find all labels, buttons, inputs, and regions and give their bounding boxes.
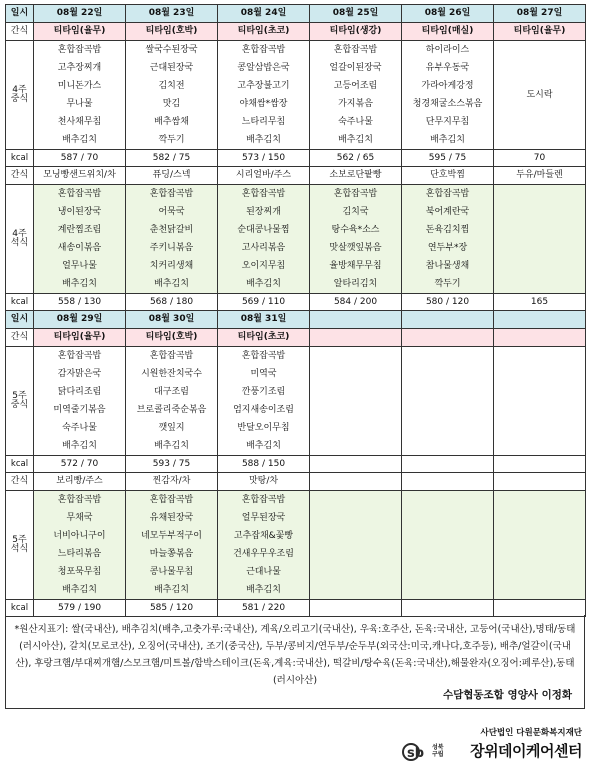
lunch-kcal-cell [494, 456, 586, 473]
menu-item: 무채국 [66, 513, 93, 523]
teatime-cell: 티타임(호박) [126, 329, 218, 347]
kcal-label: kcal [6, 150, 34, 167]
dinner-menu-cell [310, 185, 402, 294]
dinner-kcal-cell: 579 / 190 [34, 600, 126, 617]
menu-item: 맛살깻잎볶음 [329, 243, 382, 253]
menu-item: 북어계란국 [425, 207, 470, 217]
lunch-menu-cell [310, 347, 402, 456]
menu-item: 유부우동국 [425, 63, 470, 73]
menu-item: 얼갈이된장국 [329, 63, 382, 73]
snack-label: 간식 [6, 329, 34, 347]
lunch-kcal-cell: 573 / 150 [218, 150, 310, 167]
date-cell: 08월 27일 [494, 5, 586, 23]
teatime-cell: 티타임(매실) [402, 23, 494, 41]
origin-note-box [5, 615, 585, 709]
menu-item: 탕수육*소스 [331, 225, 380, 235]
lunch-menu-cell [126, 41, 218, 150]
menu-item: 무나물 [66, 99, 93, 109]
kcal-label: kcal [6, 294, 34, 311]
dinner-kcal-cell [402, 600, 494, 617]
menu-item: 혼합잡곡밥 [57, 495, 102, 505]
menu-item: 너비아니구이 [53, 531, 106, 541]
date-cell: 08월 30일 [126, 311, 218, 329]
teatime-cell [402, 329, 494, 347]
menu-item: 혼합잡곡밥 [149, 351, 194, 361]
dinner-kcal-cell: 584 / 200 [310, 294, 402, 311]
menu-item: 미역줄기볶음 [53, 405, 106, 415]
menu-item: 고사리볶음 [241, 243, 286, 253]
menu-item: 혼합잡곡밥 [57, 189, 102, 199]
dinner-menu-cell [402, 185, 494, 294]
menu-item: 고추장불고기 [237, 81, 290, 91]
teatime-cell: 티타임(생강) [310, 23, 402, 41]
menu-item: 춘천닭갈비 [149, 225, 194, 235]
teatime-cell [494, 329, 586, 347]
menu-item: 감자맑은국 [57, 369, 102, 379]
date-cell: 08월 26일 [402, 5, 494, 23]
menu-item: 혼합잡곡밥 [57, 351, 102, 361]
menu-item: 고추장찌개 [57, 63, 102, 73]
menu-item: 배추김치 [62, 441, 97, 451]
dinner-kcal-cell: 581 / 220 [218, 600, 310, 617]
menu-item: 미니돈가스 [57, 81, 102, 91]
dinner-kcal-cell: 558 / 130 [34, 294, 126, 311]
lunch-kcal-cell: 595 / 75 [402, 150, 494, 167]
snack-cell [310, 473, 402, 491]
menu-item: 김치전 [158, 81, 185, 91]
snack-label: 간식 [6, 473, 34, 491]
menu-item: 냉이된장국 [57, 207, 102, 217]
menu-item: 혼합잡곡밥 [333, 45, 378, 55]
menu-item: 네모두부적구이 [141, 531, 202, 541]
menu-item: 배추김치 [154, 441, 189, 451]
snack-cell: 소보로단팥빵 [310, 167, 402, 185]
menu-item: 청경채굴소스볶음 [412, 99, 483, 109]
dinner-menu-cell [34, 491, 126, 600]
menu-item: 배추김치 [62, 279, 97, 289]
menu-item: 배추김치 [154, 279, 189, 289]
menu-item: 콩나물무침 [149, 567, 194, 577]
lunch-kcal-cell: 562 / 65 [310, 150, 402, 167]
menu-item: 순대콩나물찜 [237, 225, 290, 235]
menu-item: 깐풍기조림 [241, 387, 286, 397]
menu-item: 혼합잡곡밥 [333, 189, 378, 199]
snack-label: 간식 [6, 23, 34, 41]
menu-item: 계란찜조림 [57, 225, 102, 235]
menu-item: 혼합잡곡밥 [241, 189, 286, 199]
district-label: 성북 구립 [432, 744, 444, 758]
snack-cell: 시리얼바/주스 [218, 167, 310, 185]
row-label-lunch-w5 [6, 347, 34, 456]
menu-item: 깍두기 [434, 279, 461, 289]
lunch-menu-cell [310, 41, 402, 150]
lunch-menu-cell [494, 41, 586, 150]
dinner-menu-cell [218, 491, 310, 600]
menu-item: 혼합잡곡밥 [241, 45, 286, 55]
dinner-menu-cell [310, 491, 402, 600]
menu-item: 김치국 [342, 207, 369, 217]
dinner-kcal-cell: 585 / 120 [126, 600, 218, 617]
menu-item: 가라아게강정 [421, 81, 474, 91]
snack-cell: 맛탕/차 [218, 473, 310, 491]
dinner-menu-cell [34, 185, 126, 294]
menu-item: 배추김치 [246, 135, 281, 145]
menu-item: 마늘쫑볶음 [149, 549, 194, 559]
date-label: 일시 [6, 311, 34, 329]
dinner-kcal-cell [494, 600, 586, 617]
teatime-cell: 티타임(호박) [126, 23, 218, 41]
dinner-menu-cell [126, 185, 218, 294]
dinner-kcal-cell: 568 / 180 [126, 294, 218, 311]
lunch-menu-cell [34, 347, 126, 456]
lunch-kcal-cell: 70 [494, 150, 586, 167]
lunch-kcal-cell [310, 456, 402, 473]
menu-document [5, 4, 585, 617]
lunch-menu-cell [34, 41, 126, 150]
menu-item: 얼무된장국 [241, 513, 286, 523]
menu-item: 건새우무우조림 [233, 549, 294, 559]
snack-cell: 단호박찜 [402, 167, 494, 185]
menu-item: 율방채무무침 [329, 261, 382, 271]
menu-item: 얼무나물 [62, 261, 97, 271]
menu-item: 느타리볶음 [57, 549, 102, 559]
menu-item: 하이라이스 [425, 45, 470, 55]
row-label-dinner-w4 [6, 185, 34, 294]
menu-item: 맛김 [162, 99, 181, 109]
snack-cell: 보리빵/주스 [34, 473, 126, 491]
menu-item: 깍두기 [158, 135, 185, 145]
menu-item: 배추김치 [62, 135, 97, 145]
snack-cell [494, 473, 586, 491]
dinner-kcal-cell [310, 600, 402, 617]
menu-item: 주키니볶음 [149, 243, 194, 253]
menu-item: 근대나물 [246, 567, 281, 577]
row-label-text: 5주 중식 [10, 391, 29, 410]
teatime-cell: 티타임(율무) [34, 23, 126, 41]
date-cell: 08월 22일 [34, 5, 126, 23]
menu-item: 쌀국수된장국 [145, 45, 198, 55]
date-cell: 08월 31일 [218, 311, 310, 329]
menu-item: 혼합잡곡밥 [149, 189, 194, 199]
menu-item: 숙주나물 [338, 117, 373, 127]
row-label-text: 4주 중식 [10, 85, 29, 104]
menu-item: 참나물생채 [425, 261, 470, 271]
menu-item: 유채된장국 [149, 513, 194, 523]
snack-cell: 찐감자/차 [126, 473, 218, 491]
teatime-cell: 티타임(율무) [34, 329, 126, 347]
menu-item: 콩알삼밥은국 [237, 63, 290, 73]
dinner-menu-cell [402, 491, 494, 600]
menu-item: 연두부*장 [427, 243, 468, 253]
menu-item: 오이지무침 [241, 261, 286, 271]
menu-item: 배추김치 [430, 135, 465, 145]
menu-item: 엄지새송이조림 [233, 405, 294, 415]
lunch-kcal-cell: 582 / 75 [126, 150, 218, 167]
menu-item: 시원한잔치국수 [141, 369, 202, 379]
lunch-menu-cell [402, 347, 494, 456]
row-label-dinner-w5 [6, 491, 34, 600]
menu-item: 혼합잡곡밥 [241, 495, 286, 505]
menu-item: 혼합잡곡밥 [149, 495, 194, 505]
menu-item: 어묵국 [158, 207, 185, 217]
lunch-menu-cell [126, 347, 218, 456]
menu-item: 깻잎지 [158, 423, 185, 433]
snack-label: 간식 [6, 167, 34, 185]
menu-item: 배추쌈채 [154, 117, 189, 127]
teatime-cell [310, 329, 402, 347]
menu-item: 된장찌개 [246, 207, 281, 217]
logo-letters: sb [407, 746, 425, 761]
date-cell: 08월 24일 [218, 5, 310, 23]
snack-cell: 모닝빵샌드위치/차 [34, 167, 126, 185]
dinner-menu-cell [494, 185, 586, 294]
dinner-menu-cell [218, 185, 310, 294]
row-label-text: 5주 석식 [10, 535, 29, 554]
menu-item: 알타리김치 [333, 279, 378, 289]
menu-item: 배추김치 [338, 135, 373, 145]
menu-item: 혼합잡곡밥 [425, 189, 470, 199]
menu-item: 느타리무침 [241, 117, 286, 127]
kcal-label: kcal [6, 456, 34, 473]
origin-note-text: *원산지표기: 쌀(국내산), 배추김치(배추,고춧가루:국내산), 계육/오리고기(국내산), 우육:호주산, 돈육:국내산, 고등어(국내산),명태/동태(러시아산), 갈치(모로코산), 오징어(국내산), 조기(중국산), 두부/콩비지/연두부/순두부(외국산:미국,캐나다,호주등), 배추/얼갈이(국내산), 후랑크햄/부대찌개햄/스모크햄/미트볼/함박스테이크(돈육,계육:국내산), 떡갈비/탕수육(돈육:국내산),해물완자(오징어:페루산),동태(러시아산) [14, 624, 576, 686]
dinner-menu-cell [494, 491, 586, 600]
lunch-kcal-cell: 588 / 150 [218, 456, 310, 473]
menu-item: 배추김치 [246, 279, 281, 289]
menu-item: 브로콜리죽순볶음 [136, 405, 207, 415]
lunch-kcal-cell: 587 / 70 [34, 150, 126, 167]
meal-plan-table [5, 4, 586, 617]
center-name: 장위데이케어센터 [470, 742, 582, 760]
center-logo-icon [402, 740, 430, 764]
menu-item: 배추김치 [154, 585, 189, 595]
menu-item: 고등어조림 [333, 81, 378, 91]
lunch-kcal-cell: 572 / 70 [34, 456, 126, 473]
foundation-name: 사단법인 다원문화복지재단 [480, 728, 582, 738]
menu-item: 배추김치 [246, 585, 281, 595]
lunch-menu-cell [494, 347, 586, 456]
menu-item: 혼합잡곡밥 [57, 45, 102, 55]
menu-item: 천사채무침 [57, 117, 102, 127]
menu-item: 고추잡채&꽃빵 [233, 531, 294, 541]
menu-item: 반달오이무침 [237, 423, 290, 433]
menu-item: 야채쌈*쌈장 [239, 99, 288, 109]
date-cell [494, 311, 586, 329]
lunch-menu-cell [218, 347, 310, 456]
menu-item: 청포묵무침 [57, 567, 102, 577]
lunch-kcal-cell [402, 456, 494, 473]
menu-item: 가지볶음 [338, 99, 373, 109]
dinner-kcal-cell: 569 / 110 [218, 294, 310, 311]
lunch-menu-cell [402, 41, 494, 150]
lunch-kcal-cell: 593 / 75 [126, 456, 218, 473]
menu-item: 돈육김치찜 [425, 225, 470, 235]
menu-item: 단무지무침 [425, 117, 470, 127]
snack-cell: 두유/마들렌 [494, 167, 586, 185]
menu-item: 배추김치 [246, 441, 281, 451]
date-cell: 08월 25일 [310, 5, 402, 23]
dinner-kcal-cell: 580 / 120 [402, 294, 494, 311]
teatime-cell: 티타임(초코) [218, 329, 310, 347]
snack-cell: 퓨딩/스넥 [126, 167, 218, 185]
row-label-text: 4주 석식 [10, 229, 29, 248]
menu-item: 도시락 [526, 90, 553, 100]
teatime-cell: 티타임(율무) [494, 23, 586, 41]
snack-cell [402, 473, 494, 491]
date-label: 일시 [6, 5, 34, 23]
dinner-kcal-cell: 165 [494, 294, 586, 311]
lunch-menu-cell [218, 41, 310, 150]
footer-brand [362, 726, 582, 772]
date-cell: 08월 23일 [126, 5, 218, 23]
teatime-cell: 티타임(초코) [218, 23, 310, 41]
date-cell [310, 311, 402, 329]
menu-item: 숙주나물 [62, 423, 97, 433]
menu-item: 대구조림 [154, 387, 189, 397]
dietitian-signature: 수담협동조합 영양사 이정화 [442, 689, 572, 701]
menu-item: 미역국 [250, 369, 277, 379]
date-cell: 08월 29일 [34, 311, 126, 329]
date-cell [402, 311, 494, 329]
row-label-lunch-w4 [6, 41, 34, 150]
menu-item: 근대된장국 [149, 63, 194, 73]
menu-item: 치커리생채 [149, 261, 194, 271]
menu-item: 새송이볶음 [57, 243, 102, 253]
menu-item: 혼합잡곡밥 [241, 351, 286, 361]
kcal-label: kcal [6, 600, 34, 617]
menu-item: 배추김치 [62, 585, 97, 595]
dinner-menu-cell [126, 491, 218, 600]
menu-item: 닭다리조림 [57, 387, 102, 397]
